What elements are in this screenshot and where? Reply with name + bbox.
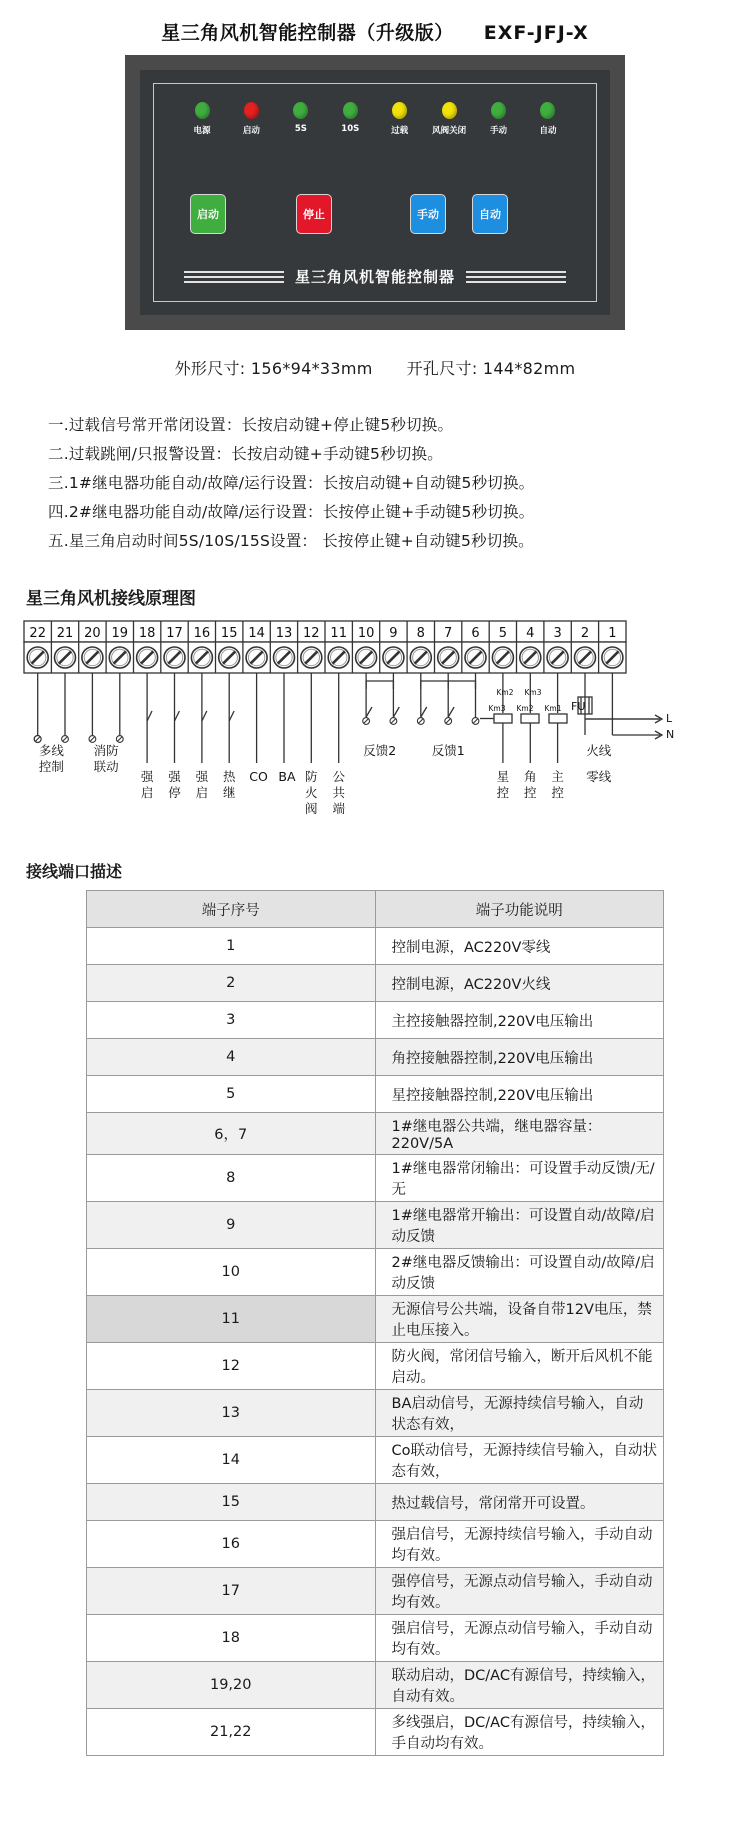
svg-text:7: 7 — [444, 626, 453, 641]
cell-terminal-no: 11 — [87, 1296, 376, 1343]
cell-terminal-no: 19,20 — [87, 1662, 376, 1709]
cell-terminal-desc: 控制电源，AC220V火线 — [375, 965, 664, 1002]
table-row — [87, 1039, 664, 1076]
led-indicator-row — [168, 102, 582, 136]
label-jiaokong-line2: 控 — [524, 785, 537, 800]
table-row — [87, 1521, 664, 1568]
device-faceplate — [153, 83, 597, 302]
svg-text:12: 12 — [303, 626, 320, 641]
cell-terminal-desc: 强启信号，无源持续信号输入，手动自动均有效。 — [375, 1521, 664, 1568]
table-row — [87, 1390, 664, 1437]
instruction-list — [0, 411, 750, 556]
cutout-dimension-label: 开孔尺寸: 144*82mm — [406, 359, 576, 378]
label-rejj-line2: 继 — [222, 785, 236, 800]
table-row — [87, 1709, 664, 1756]
led-label: 风阀关闭 — [432, 126, 467, 136]
label-xingkong-line2: 控 — [496, 785, 510, 800]
device-panel-wrapper — [0, 55, 750, 330]
led-dot-icon — [392, 102, 407, 119]
product-model: EXF-JFJ-X — [483, 22, 589, 44]
label-qiangting17-line1: 强 — [168, 769, 181, 784]
label-qiangqi18-line2: 启 — [140, 785, 154, 800]
cell-terminal-no: 2 — [87, 965, 376, 1002]
svg-text:14: 14 — [248, 626, 265, 641]
led-indicator-auto — [526, 102, 570, 136]
device-brand-row — [168, 266, 582, 291]
cell-terminal-no: 4 — [87, 1039, 376, 1076]
svg-text:22: 22 — [29, 626, 46, 641]
page-title — [0, 0, 750, 55]
label-duoxian-line2: 控制 — [38, 759, 64, 774]
led-label: 过载 — [391, 126, 409, 136]
table-row — [87, 1568, 664, 1615]
cell-terminal-no: 14 — [87, 1437, 376, 1484]
device-button-row — [168, 194, 582, 234]
stop-button[interactable]: 停止 — [296, 194, 332, 234]
device-outer-bezel — [125, 55, 625, 330]
label-fankui2: 反馈2 — [363, 743, 397, 758]
cell-terminal-desc: 无源信号公共端，设备自带12V电压，禁止电压接入。 — [375, 1296, 664, 1343]
auto-button[interactable]: 自动 — [472, 194, 508, 234]
cell-terminal-no: 13 — [87, 1390, 376, 1437]
table-row — [87, 1076, 664, 1113]
svg-text:20: 20 — [84, 626, 101, 641]
label-fankui1: 反馈1 — [431, 743, 465, 758]
cell-terminal-no: 5 — [87, 1076, 376, 1113]
cell-terminal-desc: 控制电源，AC220V零线 — [375, 928, 664, 965]
device-brand-text: 星三角风机智能控制器 — [294, 268, 455, 286]
label-ba: BA — [278, 769, 296, 784]
cell-terminal-desc: 多线强启，DC/AC有源信号，持续输入，手自动均有效。 — [375, 1709, 664, 1756]
led-label: 启动 — [242, 126, 260, 136]
label-qiangqi18-line1: 强 — [140, 769, 154, 784]
cell-terminal-no: 1 — [87, 928, 376, 965]
mains-N-label: N — [666, 728, 675, 741]
ports-table-heading: 接线端口描述 — [26, 862, 123, 881]
outer-dimension-label: 外形尺寸: 156*94*33mm — [174, 359, 373, 378]
device-inner-body — [140, 70, 610, 315]
cell-terminal-desc: 主控接触器控制,220V电压输出 — [375, 1002, 664, 1039]
svg-text:1: 1 — [608, 626, 617, 641]
km2-lower-label: Km2 — [516, 704, 534, 713]
svg-text:19: 19 — [111, 626, 129, 641]
list-item: 三.1#继电器功能自动/故障/运行设置：长按启动键+自动键5秒切换。 — [48, 474, 535, 492]
led-dot-icon — [195, 102, 210, 119]
label-fanghuofa-line1: 防 — [305, 769, 318, 784]
label-rejj-line1: 热 — [222, 769, 236, 784]
led-indicator-5s — [279, 102, 323, 136]
cell-terminal-desc: 防火阀，常闭信号输入，断开后风机不能启动。 — [375, 1343, 664, 1390]
fu-label: FU — [571, 700, 586, 713]
cell-terminal-desc: 2#继电器反馈输出：可设置自动/故障/启动反馈 — [375, 1249, 664, 1296]
list-item: 二.过载跳闸/只报警设置：长按启动键+手动键5秒切换。 — [48, 445, 443, 463]
table-row — [87, 1202, 664, 1249]
cell-terminal-desc: 强停信号，无源点动信号输入，手动自动均有效。 — [375, 1568, 664, 1615]
led-dot-icon — [293, 102, 308, 119]
svg-text:3: 3 — [553, 626, 562, 641]
cell-terminal-no: 6，7 — [87, 1113, 376, 1155]
column-header-terminal-no: 端子序号 — [87, 891, 376, 928]
led-dot-icon — [343, 102, 358, 119]
cell-terminal-desc: 星控接触器控制,220V电压输出 — [375, 1076, 664, 1113]
table-row — [87, 1437, 664, 1484]
label-qiangting17-line2: 停 — [168, 785, 181, 800]
cell-terminal-no: 3 — [87, 1002, 376, 1039]
led-dot-icon — [540, 102, 555, 119]
led-label: 10S — [341, 124, 360, 134]
table-row — [87, 1662, 664, 1709]
ports-table — [86, 890, 664, 1756]
cell-terminal-desc: 1#继电器公共端，继电器容量：220V/5A — [375, 1113, 664, 1155]
svg-text:15: 15 — [220, 626, 238, 641]
km3-lower-label: Km3 — [488, 704, 506, 713]
svg-text:2: 2 — [580, 626, 590, 641]
svg-text:21: 21 — [56, 626, 74, 641]
led-label: 手动 — [490, 126, 508, 136]
led-indicator-overload — [378, 102, 422, 136]
label-xiaofang-line2: 联动 — [93, 759, 119, 774]
decorative-lines-left-icon — [184, 268, 284, 286]
svg-text:4: 4 — [526, 626, 535, 641]
cell-terminal-desc: 热过载信号，常闭常开可设置。 — [375, 1484, 664, 1521]
cell-terminal-no: 16 — [87, 1521, 376, 1568]
cell-terminal-desc: BA启动信号，无源持续信号输入，自动状态有效， — [375, 1390, 664, 1437]
label-fanghuofa-line2: 火 — [305, 785, 318, 800]
cell-terminal-desc: 1#继电器常开输出：可设置自动/故障/启动反馈 — [375, 1202, 664, 1249]
list-item: 五.星三角启动时间5S/10S/15S设置： 长按停止键+自动键5秒切换。 — [48, 532, 534, 550]
led-label: 自动 — [539, 126, 557, 136]
list-item: 四.2#继电器功能自动/故障/运行设置：长按停止键+手动键5秒切换。 — [48, 503, 535, 521]
table-row — [87, 1249, 664, 1296]
label-co: CO — [249, 769, 268, 784]
cell-terminal-no: 9 — [87, 1202, 376, 1249]
led-indicator-start — [229, 102, 273, 136]
cell-terminal-no: 18 — [87, 1615, 376, 1662]
manual-button[interactable]: 手动 — [410, 194, 446, 234]
table-row — [87, 1113, 664, 1155]
svg-text:10: 10 — [357, 626, 375, 641]
dimensions-row — [0, 356, 750, 379]
table-row — [87, 1002, 664, 1039]
table-row — [87, 928, 664, 965]
svg-text:8: 8 — [416, 626, 425, 641]
led-label: 电源 — [193, 126, 211, 136]
table-row — [87, 1615, 664, 1662]
table-row — [87, 1343, 664, 1390]
cell-terminal-no: 12 — [87, 1343, 376, 1390]
cell-terminal-no: 21,22 — [87, 1709, 376, 1756]
svg-text:5: 5 — [498, 626, 508, 641]
label-xiaofang-line1: 消防 — [93, 743, 119, 758]
label-xingkong-line1: 星 — [496, 769, 510, 784]
led-dot-icon — [491, 102, 506, 119]
product-name: 星三角风机智能控制器（升级版） — [161, 22, 454, 44]
svg-text:13: 13 — [275, 626, 293, 641]
label-jiaokong-line1: 角 — [524, 769, 537, 784]
km3-upper-label: Km3 — [524, 688, 542, 697]
wiring-diagram — [0, 615, 750, 845]
column-header-terminal-desc: 端子功能说明 — [375, 891, 664, 928]
cell-terminal-desc: 联动启动，DC/AC有源信号，持续输入，自动有效。 — [375, 1662, 664, 1709]
svg-text:17: 17 — [166, 626, 183, 641]
list-item: 一.过载信号常开常闭设置：长按启动键+停止键5秒切换。 — [48, 416, 454, 434]
mains-L-label: L — [666, 712, 673, 725]
led-label: 5S — [294, 124, 307, 134]
led-indicator-10s — [328, 102, 372, 136]
svg-text:11: 11 — [330, 626, 347, 641]
cell-terminal-no: 10 — [87, 1249, 376, 1296]
led-indicator-power — [180, 102, 224, 136]
cell-terminal-desc: 角控接触器控制,220V电压输出 — [375, 1039, 664, 1076]
cell-terminal-no: 8 — [87, 1155, 376, 1202]
decorative-lines-right-icon — [466, 268, 566, 286]
cell-terminal-desc: Co联动信号，无源持续信号输入，自动状态有效， — [375, 1437, 664, 1484]
svg-text:6: 6 — [471, 626, 480, 641]
svg-text:18: 18 — [138, 626, 156, 641]
label-qiangqi16-line1: 强 — [195, 769, 209, 784]
led-dot-icon — [244, 102, 259, 119]
label-fanghuofa-line3: 阀 — [305, 801, 318, 816]
label-gonggongduan-line2: 共 — [332, 785, 345, 800]
cell-terminal-no: 17 — [87, 1568, 376, 1615]
led-indicator-manual — [477, 102, 521, 136]
start-button[interactable]: 启动 — [190, 194, 226, 234]
label-zhukong-line2: 控 — [551, 785, 564, 800]
svg-text:9: 9 — [389, 626, 398, 641]
led-indicator-damper-closed — [427, 102, 471, 136]
label-qiangqi16-line2: 启 — [195, 785, 209, 800]
km1-lower-label: Km1 — [544, 704, 562, 713]
label-duoxian-line1: 多线 — [38, 743, 64, 758]
km2-upper-label: Km2 — [496, 688, 514, 697]
label-zhukong-line1: 主 — [551, 769, 564, 784]
label-gonggongduan-line3: 端 — [332, 801, 345, 816]
label-gonggongduan-line1: 公 — [332, 769, 345, 784]
table-row — [87, 1484, 664, 1521]
svg-text:16: 16 — [193, 626, 211, 641]
cell-terminal-no: 15 — [87, 1484, 376, 1521]
cell-terminal-desc: 强启信号，无源点动信号输入，手动自动均有效。 — [375, 1615, 664, 1662]
table-row — [87, 1296, 664, 1343]
led-dot-icon — [442, 102, 457, 119]
label-lingxian: 零线 — [586, 769, 612, 784]
table-row — [87, 965, 664, 1002]
table-header-row — [87, 891, 664, 928]
cell-terminal-desc: 1#继电器常闭输出：可设置手动反馈/无/无 — [375, 1155, 664, 1202]
table-row — [87, 1155, 664, 1202]
label-huoxian: 火线 — [586, 743, 612, 758]
wiring-diagram-heading: 星三角风机接线原理图 — [26, 589, 196, 609]
